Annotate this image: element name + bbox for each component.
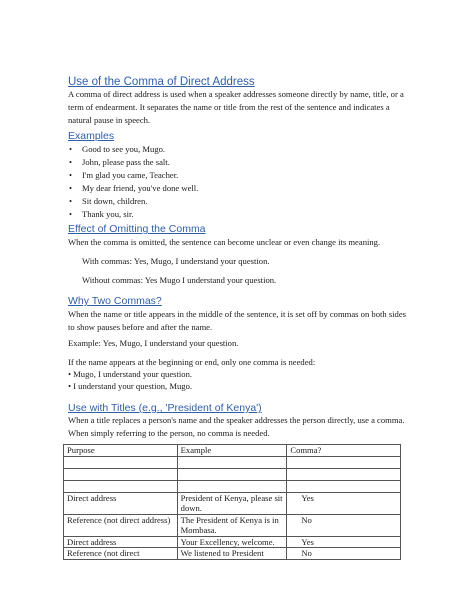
list-item: • John, please pass the salt. xyxy=(69,157,170,167)
table-cell: Reference (not direct xyxy=(64,548,178,560)
bullet-icon: • xyxy=(69,209,73,219)
table-cell: Direct address xyxy=(64,536,178,548)
table-cell: Yes xyxy=(287,536,401,548)
table-cell: Yes xyxy=(287,492,401,514)
table-row xyxy=(64,480,401,492)
effect-heading: Effect of Omitting the Comma xyxy=(68,223,206,235)
list-item: • My dear friend, you've done well. xyxy=(69,183,199,193)
table-cell: Direct address xyxy=(64,492,178,514)
bullet-icon: • xyxy=(69,183,73,193)
bullet-icon: • xyxy=(69,170,73,180)
examples-heading: Examples xyxy=(68,130,115,142)
table-row xyxy=(64,536,401,548)
table-cell: The President of Kenya is in Mombasa. xyxy=(177,514,287,536)
table-header-cell: Comma? xyxy=(287,445,401,457)
why-example: Example: Yes, Mugo, I understand your question. xyxy=(68,338,239,348)
page-title: Use of the Comma of Direct Address xyxy=(68,76,255,88)
table-row xyxy=(64,456,401,468)
table-cell: Your Excellency, welcome. xyxy=(177,536,287,548)
table-header-cell: Purpose xyxy=(64,445,178,457)
comma-usage-table xyxy=(63,444,401,560)
list-item: • Good to see you, Mugo. xyxy=(69,144,166,154)
table-row xyxy=(64,548,401,560)
bullet-icon: • xyxy=(69,196,73,206)
table-header-row xyxy=(64,445,401,457)
table-header-cell: Example xyxy=(177,445,287,457)
table-row xyxy=(64,514,401,536)
why-heading: Why Two Commas? xyxy=(68,295,162,307)
bullet-icon: • xyxy=(69,157,73,167)
one-comma-example: • Mugo, I understand your question. xyxy=(68,369,193,379)
list-item: • I'm glad you came, Teacher. xyxy=(69,170,179,180)
table-cell: No xyxy=(287,514,401,536)
examples-list xyxy=(68,143,198,221)
why-paragraph: When the name or title appears in the middle of the sentence, it is set off by commas on both sides to show pauses before and after the name. xyxy=(68,309,407,332)
table-row xyxy=(64,468,401,480)
bullet-icon: • xyxy=(69,144,73,154)
with-commas-example: With commas: Yes, Mugo, I understand your question. xyxy=(82,256,270,266)
table-cell: No xyxy=(287,548,401,560)
list-item: • Thank you, sir. xyxy=(69,209,134,219)
without-commas-example: Without commas: Yes Mugo I understand your question. xyxy=(82,275,277,285)
titles-heading: Use with Titles (e.g., 'President of Kenya') xyxy=(68,402,262,414)
one-comma-example: • I understand your question, Mugo. xyxy=(68,381,193,391)
titles-paragraph: When a title replaces a person's name and the speaker addresses the person directly, use a comma. When simply referring to the person, no comma is needed. xyxy=(68,415,405,438)
one-comma-intro: If the name appears at the beginning or end, only one comma is needed: xyxy=(68,357,316,367)
table-cell: We listened to President xyxy=(177,548,287,560)
list-item: • Sit down, children. xyxy=(69,196,148,206)
intro-paragraph: A comma of direct address is used when a speaker addresses someone directly by name, title, or a term of endearment. It separates the name or title from the rest of the sentence and indicates a natural pause in speech. xyxy=(68,89,404,125)
table-cell: President of Kenya, please sit down. xyxy=(177,492,287,514)
effect-text: When the comma is omitted, the sentence can become unclear or even change its meaning. xyxy=(68,237,381,247)
table-cell: Reference (not direct address) xyxy=(64,514,178,536)
table-row xyxy=(64,492,401,514)
